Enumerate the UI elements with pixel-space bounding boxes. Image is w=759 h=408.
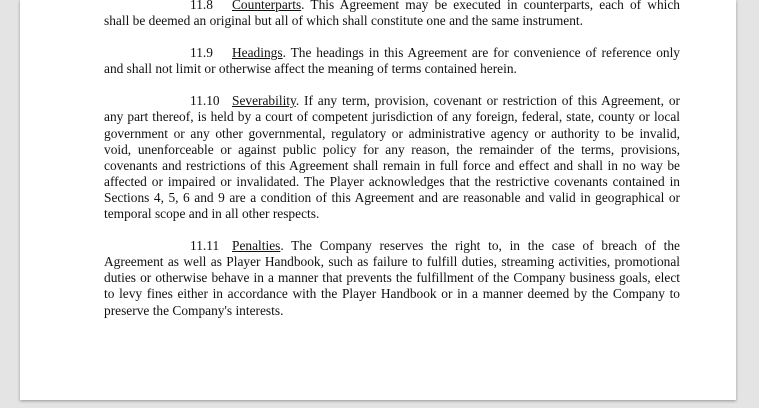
document-page (20, 0, 736, 400)
section-text: . This Agreement may be executed in counterparts, each of which shall be deemed an original but all of which shall constitute one and the same instrument. (104, 0, 680, 29)
section-text: . The Company reserves the right to, in the case of breach of the Agreement as well as Player Handbook, such as failure to fulfill duties, streaming activities, promotional duties or otherwise behave in a manner that prevents the fulfillment of the Company business goals, elect to levy fines either in accordance with the Player Handbook or in a manner deemed by the Company to preserve the Company's interests. (104, 238, 680, 318)
section-number: 11.8 (190, 0, 213, 12)
section-11-9 (104, 45, 680, 77)
section-heading: Counterparts (232, 0, 302, 12)
section-number: 11.10 (190, 93, 220, 109)
section-number: 11.9 (190, 45, 213, 61)
document-body (104, 0, 680, 335)
section-heading: Headings (232, 45, 283, 61)
section-heading: Severability (232, 93, 296, 109)
section-11-10 (104, 93, 680, 222)
section-text: . If any term, provision, covenant or restriction of this Agreement, or any part thereof, is held by a court of competent jurisdiction of any foreign, federal, state, county or local government or any other governmental, regulatory or administrative agency or authority to be invalid, void, unenforceable or against public policy for any reason, the remainder of the terms, provisions, covenants and restrictions of this Agreement shall remain in full force and effect and shall in no way be affected or impaired or invalidated. The Player acknowledges that the restrictive covenants contained in Sections 4, 5, 6 and 9 are a condition of this Agreement and are reasonable and valid in geographical or temporal scope and in all other respects. (104, 93, 680, 222)
section-number: 11.11 (190, 238, 220, 254)
section-11-11 (104, 238, 680, 318)
section-text: . The headings in this Agreement are for convenience of reference only and shall not limit or otherwise affect the meaning of terms contained herein. (104, 45, 680, 77)
section-heading: Penalties (232, 238, 281, 254)
section-11-8 (104, 0, 680, 29)
